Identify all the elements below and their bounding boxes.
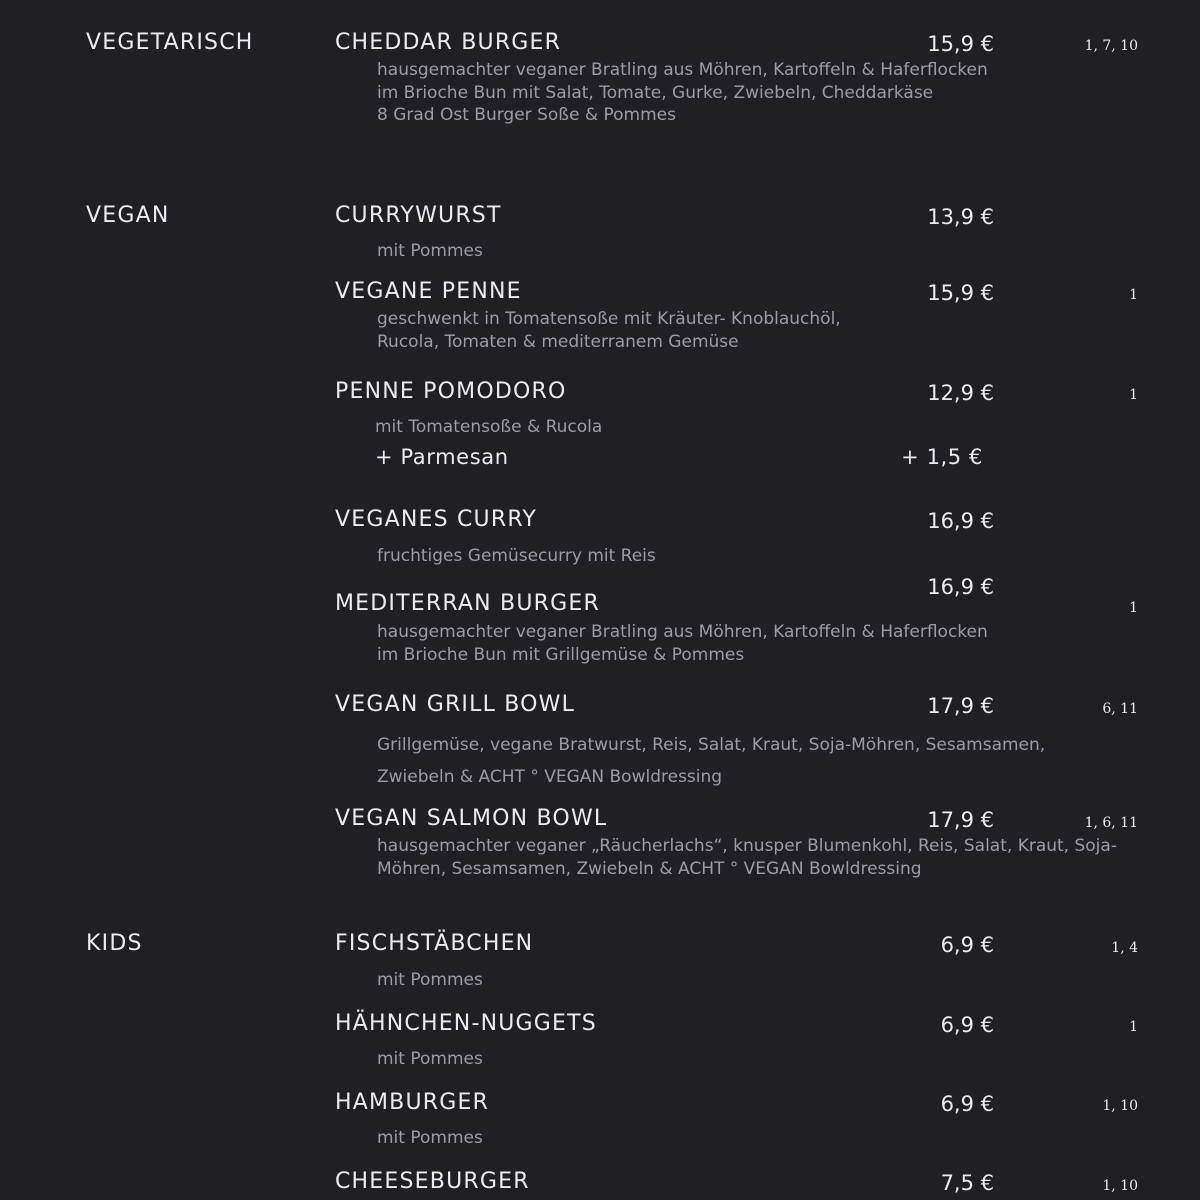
category-vegetarisch: VEGETARISCH [86,30,254,55]
item-description: hausgemachter veganer Bratling aus Möhren, Kartoffeln & Haferflocken im Brioche Bun mit Grillgemüse & Pommes [377,622,988,665]
item-price: 15,9 € [927,32,994,56]
item-description: mit Pommes [377,970,483,990]
item-price: 6,9 € [940,1013,994,1037]
item-title: HÄHNCHEN-NUGGETS [335,1011,597,1036]
item-title: VEGANE PENNE [335,279,522,304]
item-description: Grillgemüse, vegane Bratwurst, Reis, Salat, Kraut, Soja-Möhren, Sesamsamen, Zwiebeln & ACHT ° VEGAN Bowldressing [377,735,1046,787]
item-price: 7,5 € [940,1171,994,1195]
item-allergens: 6, 11 [1102,701,1138,717]
category-kids: KIDS [86,931,143,956]
item-price: 17,9 € [927,694,994,718]
item-description: hausgemachter veganer Bratling aus Möhren, Kartoffeln & Haferflocken im Brioche Bun mit Salat, Tomate, Gurke, Zwiebeln, Cheddarkäse 8 Grad Ost Burger Soße & Pommes [377,60,988,125]
item-price: 12,9 € [927,381,994,405]
item-title: MEDITERRAN BURGER [335,591,600,616]
item-title: VEGAN GRILL BOWL [335,692,576,717]
item-price: 15,9 € [927,281,994,305]
item-price: 17,9 € [927,808,994,832]
item-price: 6,9 € [940,933,994,957]
item-title: VEGAN SALMON BOWL [335,806,608,831]
item-description: geschwenkt in Tomatensoße mit Kräuter- Knoblauchöl, Rucola, Tomaten & mediterranem Gemüse [377,309,841,352]
item-price: 6,9 € [940,1092,994,1116]
item-price: 16,9 € [927,575,994,599]
item-description: hausgemachter veganer „Räucherlachs“, knusper Blumenkohl, Reis, Salat, Kraut, Soja- Möhren, Sesamsamen, Zwiebeln & ACHT ° VEGAN Bowldressing [377,836,1117,879]
item-allergens: 1 [1129,600,1138,616]
extra-label: + Parmesan [375,445,509,469]
item-allergens: 1 [1129,287,1138,303]
item-allergens: 1 [1129,387,1138,403]
item-description: mit Pommes [377,241,483,261]
item-price: 13,9 € [927,205,994,229]
item-title: VEGANES CURRY [335,507,538,532]
item-title: CHEESEBURGER [335,1169,530,1194]
item-allergens: 1, 10 [1102,1098,1138,1114]
category-vegan: VEGAN [86,203,170,228]
item-title: CHEDDAR BURGER [335,30,562,55]
item-allergens: 1, 7, 10 [1084,38,1138,54]
item-allergens: 1 [1129,1019,1138,1035]
item-description: fruchtiges Gemüsecurry mit Reis [377,546,656,566]
item-description: mit Pommes [377,1128,483,1148]
item-title: FISCHSTÄBCHEN [335,931,534,956]
item-allergens: 1, 10 [1102,1178,1138,1194]
item-title: CURRYWURST [335,203,502,228]
item-title: PENNE POMODORO [335,379,567,404]
item-description: mit Pommes [377,1049,483,1069]
item-title: HAMBURGER [335,1090,490,1115]
item-price: 16,9 € [927,509,994,533]
extra-price: + 1,5 € [901,445,983,469]
item-allergens: 1, 6, 11 [1084,815,1138,831]
item-description: mit Tomatensoße & Rucola [375,417,603,437]
item-allergens: 1, 4 [1111,940,1138,956]
